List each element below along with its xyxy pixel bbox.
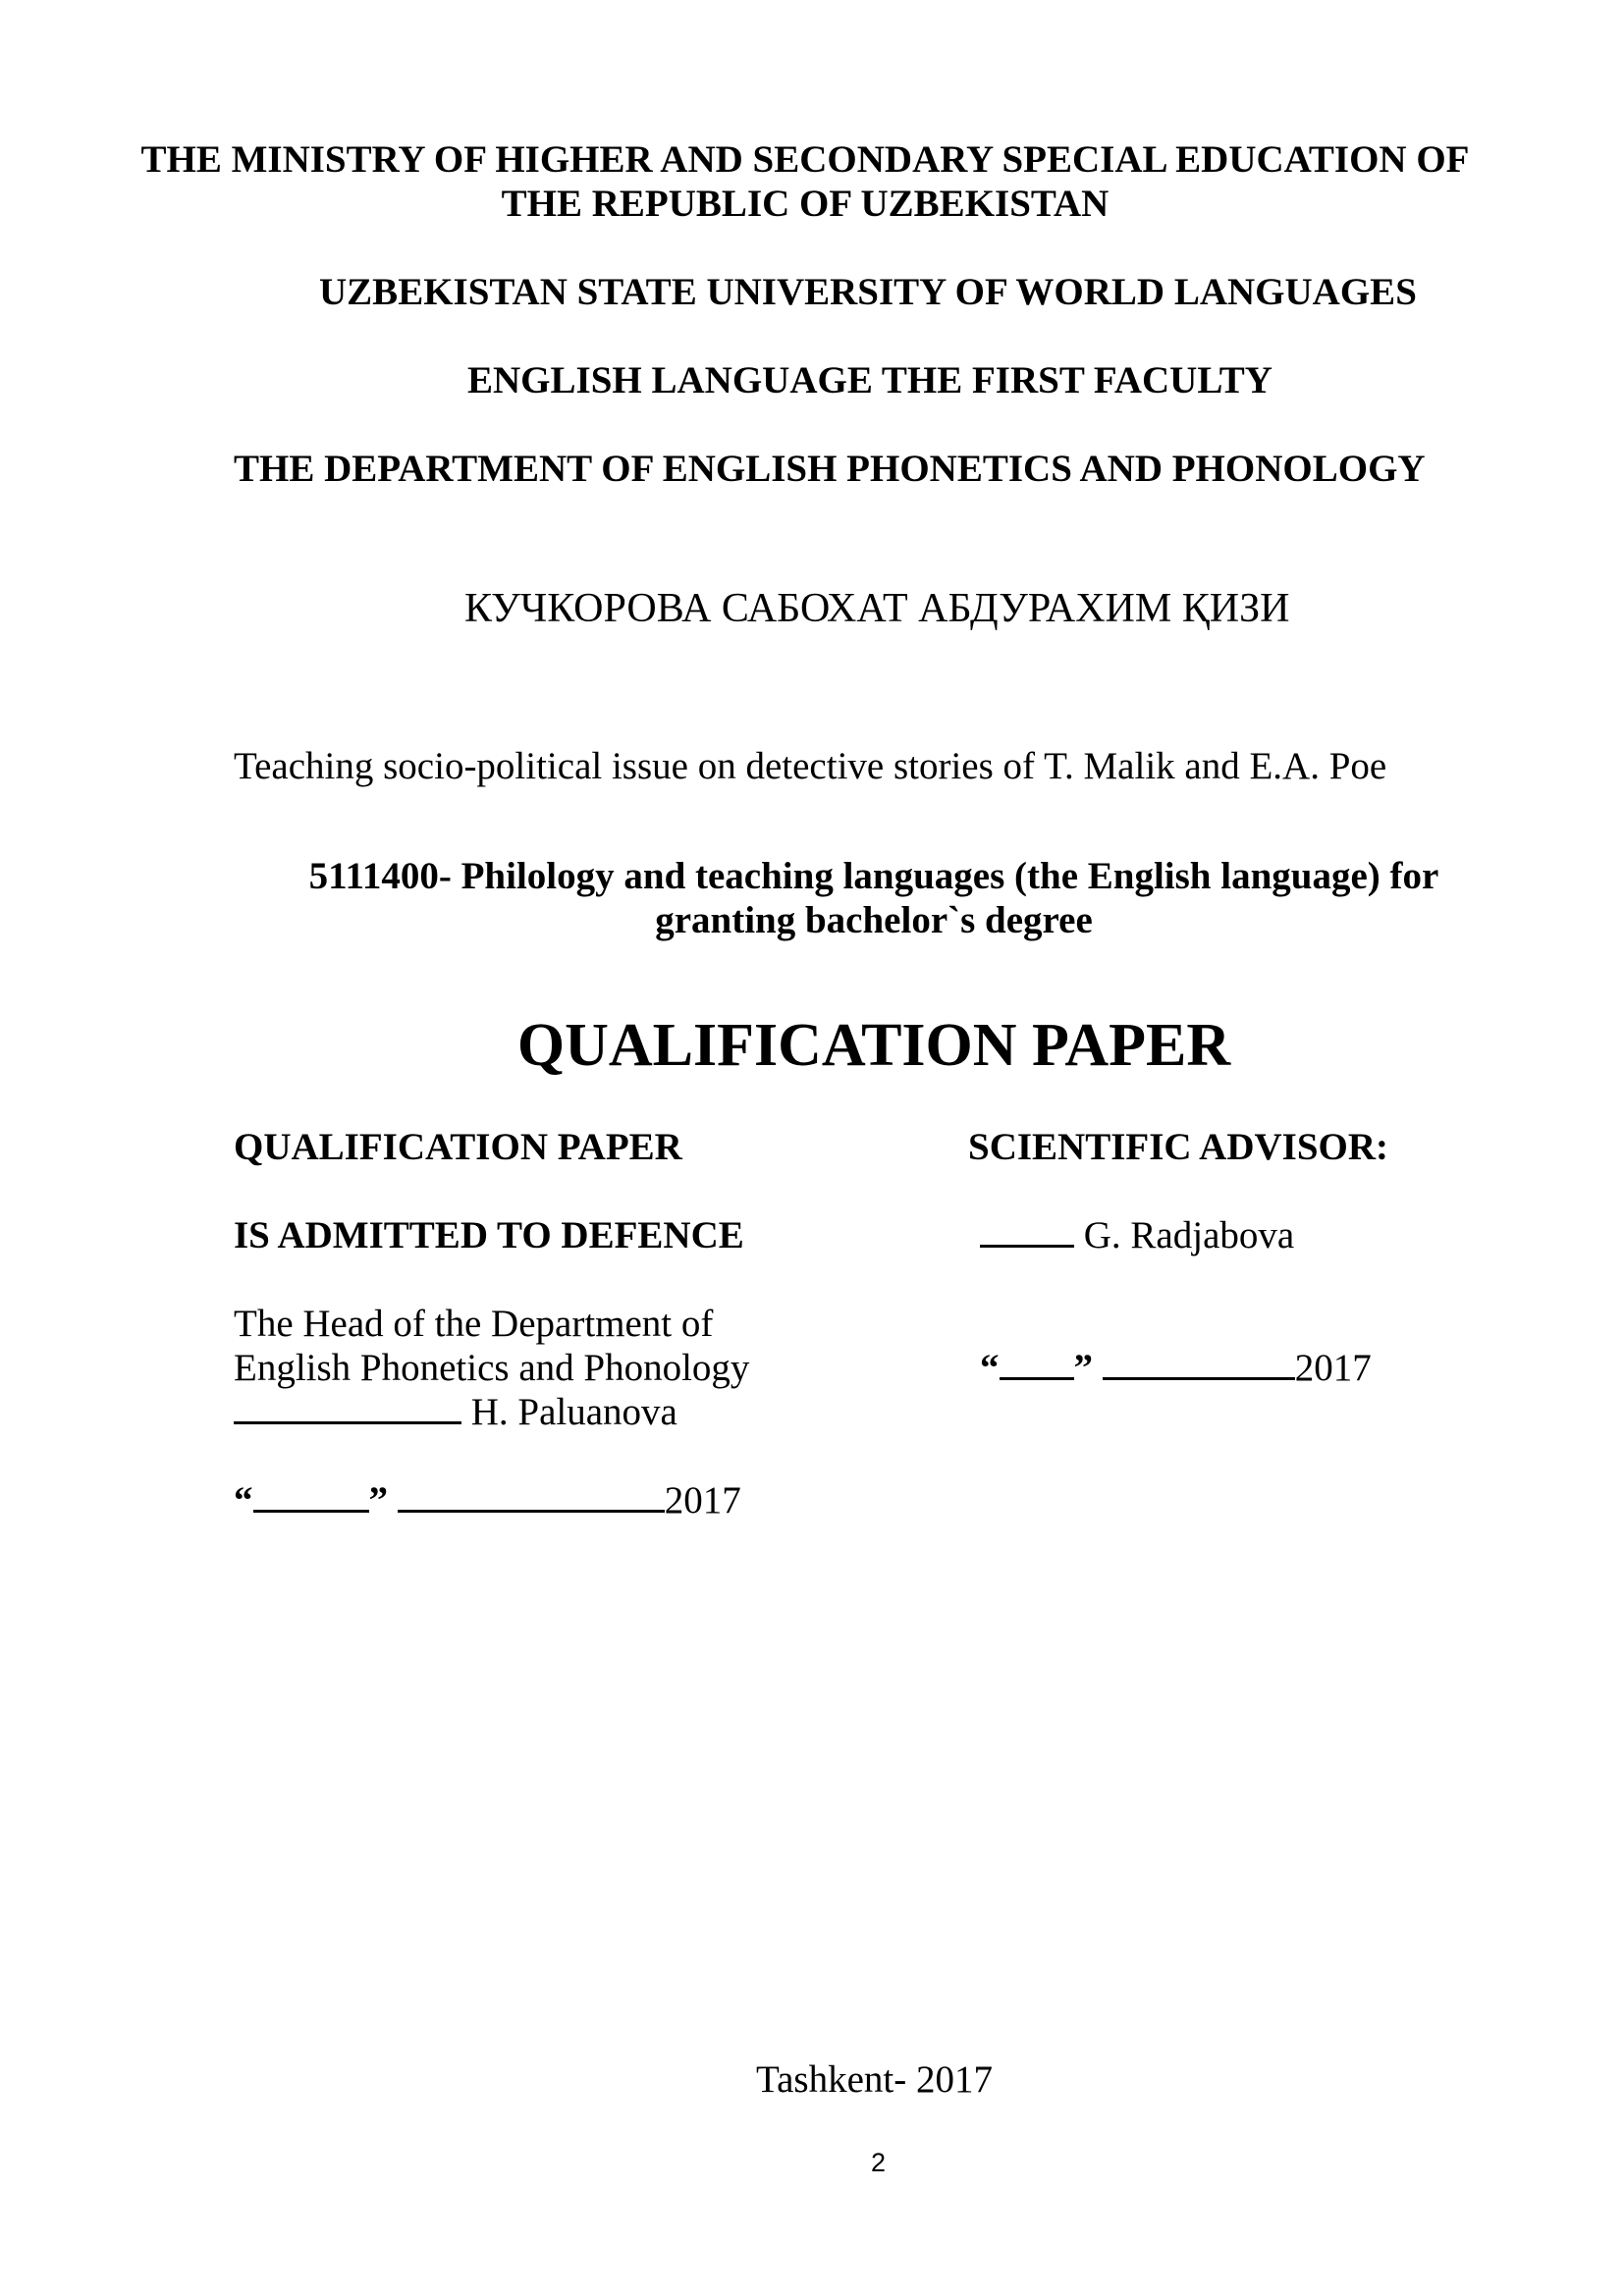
head-date-line (234, 1478, 741, 1522)
month-blank (1103, 1348, 1295, 1380)
author-name: КУЧКОРОВА САБОХАТ АБДУРАХИМ ҚИЗИ (464, 586, 1290, 631)
faculty-name: ENGLISH LANGUAGE THE FIRST FACULTY (467, 359, 1272, 401)
admission-line-2: IS ADMITTED TO DEFENCE (234, 1214, 744, 1256)
ministry-line-2: THE REPUBLIC OF UZBEKISTAN (501, 183, 1110, 225)
day-blank (253, 1480, 369, 1513)
specialty-line-2: granting bachelor`s degree (655, 899, 1093, 941)
head-title-line-2: English Phonetics and Phonology (234, 1347, 750, 1389)
head-title-line-1: The Head of the Department of (234, 1303, 714, 1345)
signature-blank (980, 1215, 1074, 1248)
document-title: QUALIFICATION PAPER (516, 1012, 1231, 1079)
ministry-heading (0, 137, 1610, 226)
date-open-quote: “ (980, 1347, 1000, 1389)
department-name: THE DEPARTMENT OF ENGLISH PHONETICS AND PHONOLOGY (234, 448, 1426, 490)
advisor-date-line (980, 1346, 1372, 1390)
day-blank (1000, 1348, 1074, 1380)
head-name: H. Paluanova (470, 1391, 677, 1433)
date-open-quote: “ (234, 1479, 253, 1522)
advisor-label: SCIENTIFIC ADVISOR: (968, 1126, 1389, 1168)
university-name: UZBEKISTAN STATE UNIVERSITY OF WORLD LANGUAGES (319, 271, 1417, 313)
paper-topic: Teaching socio-political issue on detective stories of T. Malik and E.A. Poe (234, 745, 1387, 787)
date-year: 2017 (664, 1479, 741, 1522)
signature-blank (234, 1392, 461, 1424)
date-close-quote: ” (368, 1479, 388, 1522)
advisor-name: G. Radjabova (1083, 1214, 1295, 1256)
admission-line-1: QUALIFICATION PAPER (234, 1126, 682, 1168)
place-and-year: Tashkent- 2017 (756, 2058, 993, 2101)
head-signature-line (234, 1390, 677, 1434)
page-number: 2 (871, 2148, 887, 2177)
date-year: 2017 (1294, 1347, 1372, 1389)
date-close-quote: ” (1073, 1347, 1093, 1389)
advisor-signature-line (980, 1213, 1294, 1257)
ministry-line-1: THE MINISTRY OF HIGHER AND SECONDARY SPECIAL EDUCATION OF (140, 138, 1470, 181)
specialty-line-1: 5111400- Philology and teaching languages (the English language) for (308, 855, 1439, 897)
specialty-block (304, 854, 1443, 942)
month-blank (398, 1480, 665, 1513)
